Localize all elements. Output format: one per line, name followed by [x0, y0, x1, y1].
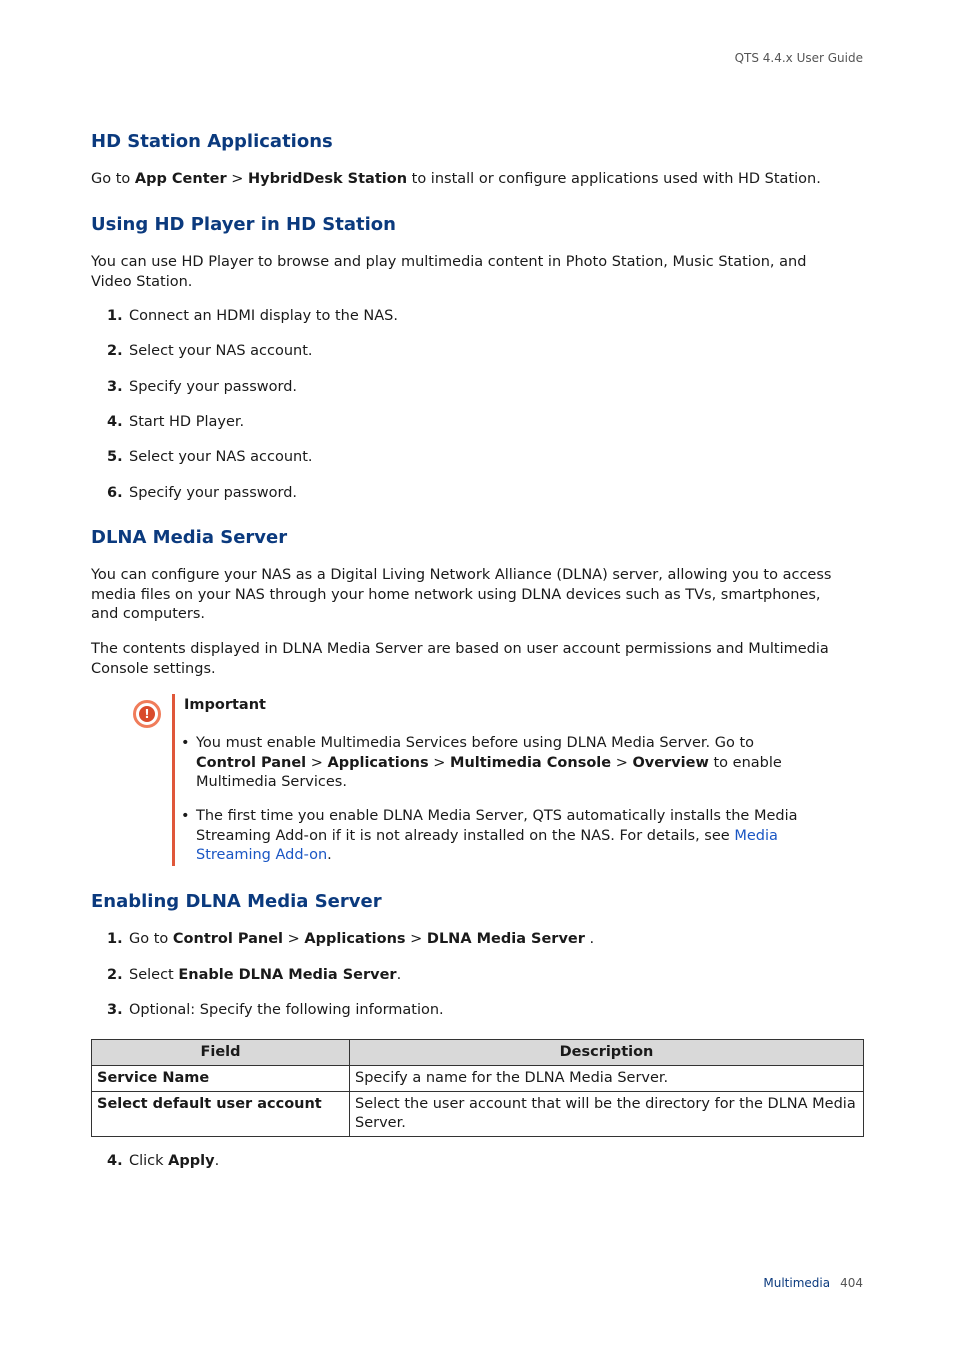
- page-footer: [763, 1276, 863, 1290]
- media-streaming-addon-link[interactable]: Media Streaming Add-on: [196, 827, 778, 863]
- list-item: 2. Select Enable DLNA Media Server.: [107, 967, 402, 983]
- hd-station-apps-text: Go to App Center > HybridDesk Station to install or configure applications used with HD Station.: [91, 171, 821, 187]
- list-item: 4. Start HD Player.: [107, 414, 245, 430]
- table-row: [92, 1092, 864, 1137]
- list-item: 6. Specify your password.: [107, 485, 298, 501]
- dlna-para-2: The contents displayed in DLNA Media Server are based on user account permissions and Multimedia Console settings.: [91, 641, 829, 677]
- column-header-field: Field: [92, 1040, 350, 1066]
- list-item: 3. Optional: Specify the following information.: [107, 1002, 444, 1018]
- table-header-row: [92, 1040, 864, 1066]
- dlna-para-1: You can configure your NAS as a Digital Living Network Alliance (DLNA) server, allowing you to access media files on your NAS through your home network using DLNA devices such as TVs, smartphones, and computers.: [91, 567, 832, 622]
- heading-using-hd-player: Using HD Player in HD Station: [91, 214, 396, 235]
- important-title: Important: [184, 697, 266, 713]
- footer-section: Multimedia: [763, 1276, 831, 1290]
- field-description: Select the user account that will be the directory for the DLNA Media Server.: [350, 1092, 864, 1137]
- hd-player-intro: You can use HD Player to browse and play multimedia content in Photo Station, Music Station, and Video Station.: [91, 254, 807, 290]
- list-item: 5. Select your NAS account.: [107, 449, 313, 465]
- field-name: Service Name: [92, 1066, 350, 1092]
- list-item: 3. Specify your password.: [107, 379, 298, 395]
- column-header-description: Description: [350, 1040, 864, 1066]
- page-header: QTS 4.4.x User Guide: [734, 51, 863, 65]
- list-item: 1. Connect an HDMI display to the NAS.: [107, 308, 398, 324]
- important-callout: [131, 694, 851, 866]
- heading-hd-station-applications: HD Station Applications: [91, 131, 333, 152]
- field-description: Specify a name for the DLNA Media Server.: [350, 1066, 864, 1092]
- table-row: [92, 1066, 864, 1092]
- exclamation-icon: !: [133, 700, 161, 728]
- field-name: Select default user account: [92, 1092, 350, 1137]
- field-description-table: [91, 1039, 864, 1137]
- list-item: 1. Go to Control Panel > Applications > DLNA Media Server .: [107, 931, 595, 947]
- page-number: 404: [840, 1276, 863, 1290]
- important-bullet-2: • The first time you enable DLNA Media Server, QTS automatically installs the Media Streaming Add-on if it is not already installed on the NAS. For details, see Media Streaming Add-on.: [196, 807, 816, 866]
- list-item: 2. Select your NAS account.: [107, 343, 313, 359]
- heading-enabling-dlna: Enabling DLNA Media Server: [91, 891, 382, 912]
- important-bullet-1: • You must enable Multimedia Services before using DLNA Media Server. Go to Control Panel > Applications > Multimedia Console > Overview to enable Multimedia Services.: [196, 734, 816, 793]
- callout-bar: [172, 694, 175, 866]
- list-item: 4. Click Apply.: [107, 1153, 220, 1169]
- heading-dlna-media-server: DLNA Media Server: [91, 527, 288, 548]
